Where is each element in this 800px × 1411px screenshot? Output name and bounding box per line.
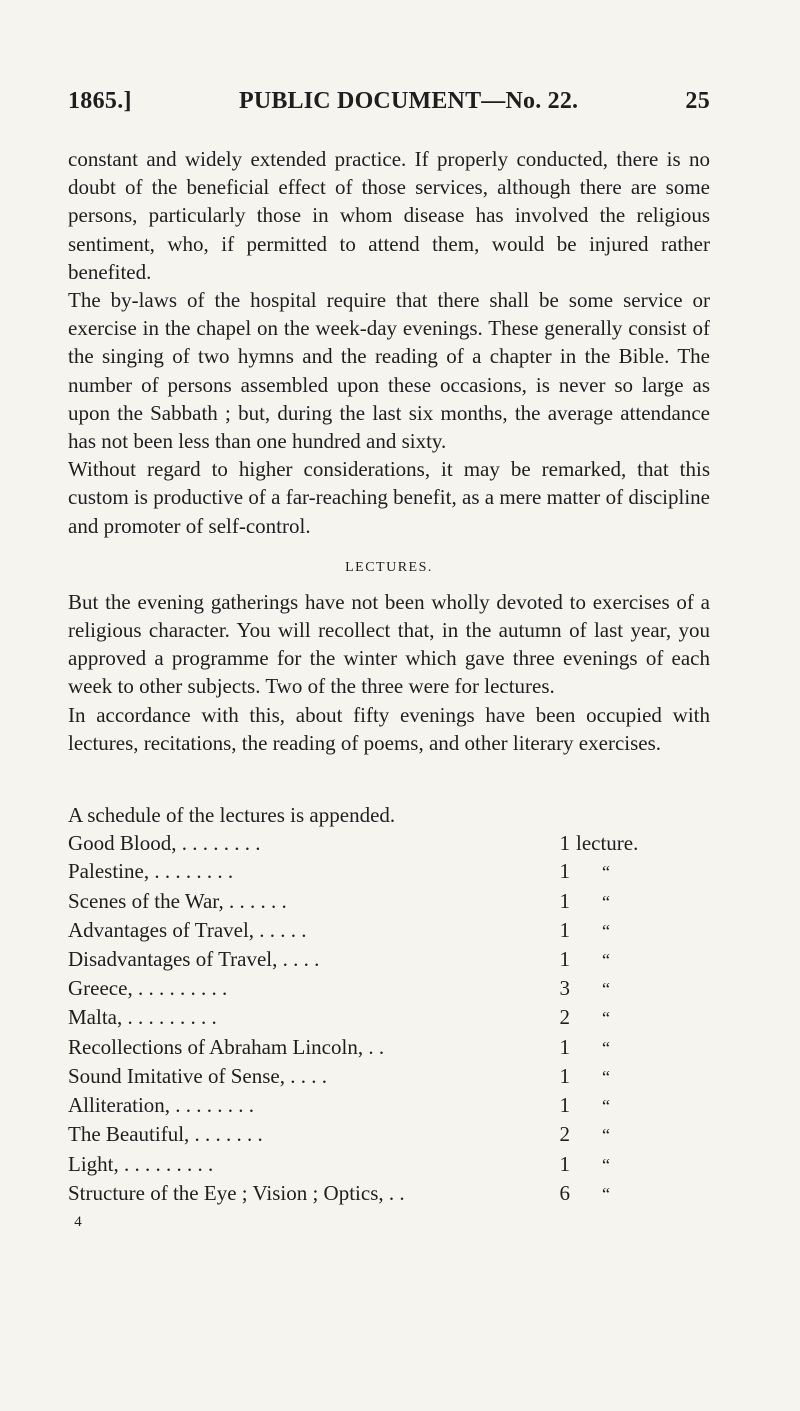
paragraph: The by-laws of the hospital require that there shall be some service or exercise in the chapel on the week-day evenings. These generally consist of the singing of two hymns and the reading of a chapter in the Bible. The number of persons assembled upon these occasions, is never so large as upon the Sabbath ; but, during the last six months, the average attendance has not been less than one hundred and sixty.: [68, 288, 710, 454]
lecture-topic: Good Blood, . . . . . . . .: [68, 831, 261, 856]
lecture-unit: [570, 1062, 710, 1091]
ditto-mark: “: [602, 1066, 610, 1087]
lecture-unit: [570, 1150, 710, 1179]
lecture-topic: Malta, . . . . . . . . .: [68, 1005, 217, 1030]
schedule-row: [68, 829, 710, 857]
lecture-unit: [570, 1179, 710, 1208]
lecture-unit: [570, 945, 710, 974]
paragraph: But the evening gatherings have not been wholly devoted to exercises of a religious character. You will recollect that, in the autumn of last year, you approved a programme for the winter which gave three evenings of each week to other subjects. Two of the three were for lectures.: [68, 589, 710, 699]
lecture-count: 1: [559, 1093, 570, 1118]
ditto-mark: “: [602, 1154, 610, 1175]
lecture-count: 2: [559, 1005, 570, 1030]
lecture-unit: [570, 974, 710, 1003]
lecture-count: 1: [559, 947, 570, 972]
paragraph: Without regard to higher considerations, it may be remarked, that this custom is productive of a far-reaching benefit, as a mere matter of discipline and promoter of self-control.: [68, 457, 710, 538]
section-heading: LECTURES.: [345, 559, 433, 575]
schedule-row: [68, 857, 710, 886]
schedule-intro: A schedule of the lectures is appended.: [68, 803, 396, 828]
lecture-topic: Palestine, . . . . . . . .: [68, 859, 234, 884]
lecture-topic: Scenes of the War, . . . . . .: [68, 888, 287, 913]
paragraph: In accordance with this, about fifty evenings have been occupied with lectures, recitations, the reading of poems, and other literary exercises.: [68, 702, 710, 755]
unit-label: lecture.: [576, 831, 639, 856]
lecture-topic: Advantages of Travel, . . . . .: [68, 917, 307, 942]
lecture-schedule-table: [68, 829, 710, 1208]
schedule-row: [68, 974, 710, 1003]
page-number: 25: [685, 88, 710, 114]
lecture-topic: Sound Imitative of Sense, . . . .: [68, 1063, 327, 1088]
lecture-count: 1: [559, 859, 570, 884]
lecture-topic: The Beautiful, . . . . . . .: [68, 1122, 263, 1147]
lecture-topic: Light, . . . . . . . . .: [68, 1151, 214, 1176]
lecture-count: 3: [559, 976, 570, 1001]
lecture-unit: [570, 1033, 710, 1062]
lecture-unit: [570, 916, 710, 945]
schedule-row: [68, 1150, 710, 1179]
paragraph: constant and widely extended practice. If properly conducted, there is no doubt of the beneficial effect of those services, although there are some persons, particularly those in whom disease has involved the religious sentiment, who, if permitted to attend them, would be injured rather benefited.: [68, 147, 710, 284]
ditto-mark: “: [602, 1096, 610, 1117]
lecture-unit: [570, 1003, 710, 1032]
lecture-count: 1: [559, 917, 570, 942]
lecture-topic: Structure of the Eye ; Vision ; Optics, . .: [68, 1180, 405, 1205]
schedule-row: [68, 945, 710, 974]
lecture-topic: Greece, . . . . . . . . .: [68, 976, 228, 1001]
ditto-mark: “: [602, 1037, 610, 1058]
header-year: 1865.]: [68, 88, 132, 114]
body-text: [68, 145, 710, 1231]
lecture-count: 1: [559, 888, 570, 913]
lecture-count: 1: [559, 831, 570, 856]
schedule-row: [68, 1120, 710, 1149]
lecture-count: 1: [559, 1034, 570, 1059]
schedule-row: [68, 916, 710, 945]
lecture-unit: [570, 887, 710, 916]
lecture-unit: [570, 1091, 710, 1120]
signature-mark: 4: [74, 1213, 82, 1230]
schedule-row: [68, 1003, 710, 1032]
lecture-topic: Disadvantages of Travel, . . . .: [68, 947, 320, 972]
ditto-mark: “: [602, 950, 610, 971]
schedule-row: [68, 1033, 710, 1062]
lecture-count: 1: [559, 1063, 570, 1088]
ditto-mark: “: [602, 1008, 610, 1029]
lecture-count: 1: [559, 1151, 570, 1176]
ditto-mark: “: [602, 1183, 610, 1204]
ditto-mark: “: [602, 891, 610, 912]
ditto-mark: “: [602, 979, 610, 1000]
schedule-row: [68, 1179, 710, 1208]
lecture-topic: Alliteration, . . . . . . . .: [68, 1093, 255, 1118]
document-page: [68, 88, 710, 1231]
lecture-unit: [570, 857, 710, 886]
schedule-row: [68, 1062, 710, 1091]
ditto-mark: “: [602, 862, 610, 883]
running-header: [68, 88, 710, 115]
schedule-row: [68, 887, 710, 916]
header-title: PUBLIC DOCUMENT—No. 22.: [238, 88, 579, 114]
lecture-topic: Recollections of Abraham Lincoln, . .: [68, 1034, 385, 1059]
lecture-unit: [570, 829, 710, 857]
lecture-count: 2: [559, 1122, 570, 1147]
lecture-unit: [570, 1120, 710, 1149]
ditto-mark: “: [602, 920, 610, 941]
schedule-row: [68, 1091, 710, 1120]
lecture-count: 6: [559, 1180, 570, 1205]
ditto-mark: “: [602, 1125, 610, 1146]
